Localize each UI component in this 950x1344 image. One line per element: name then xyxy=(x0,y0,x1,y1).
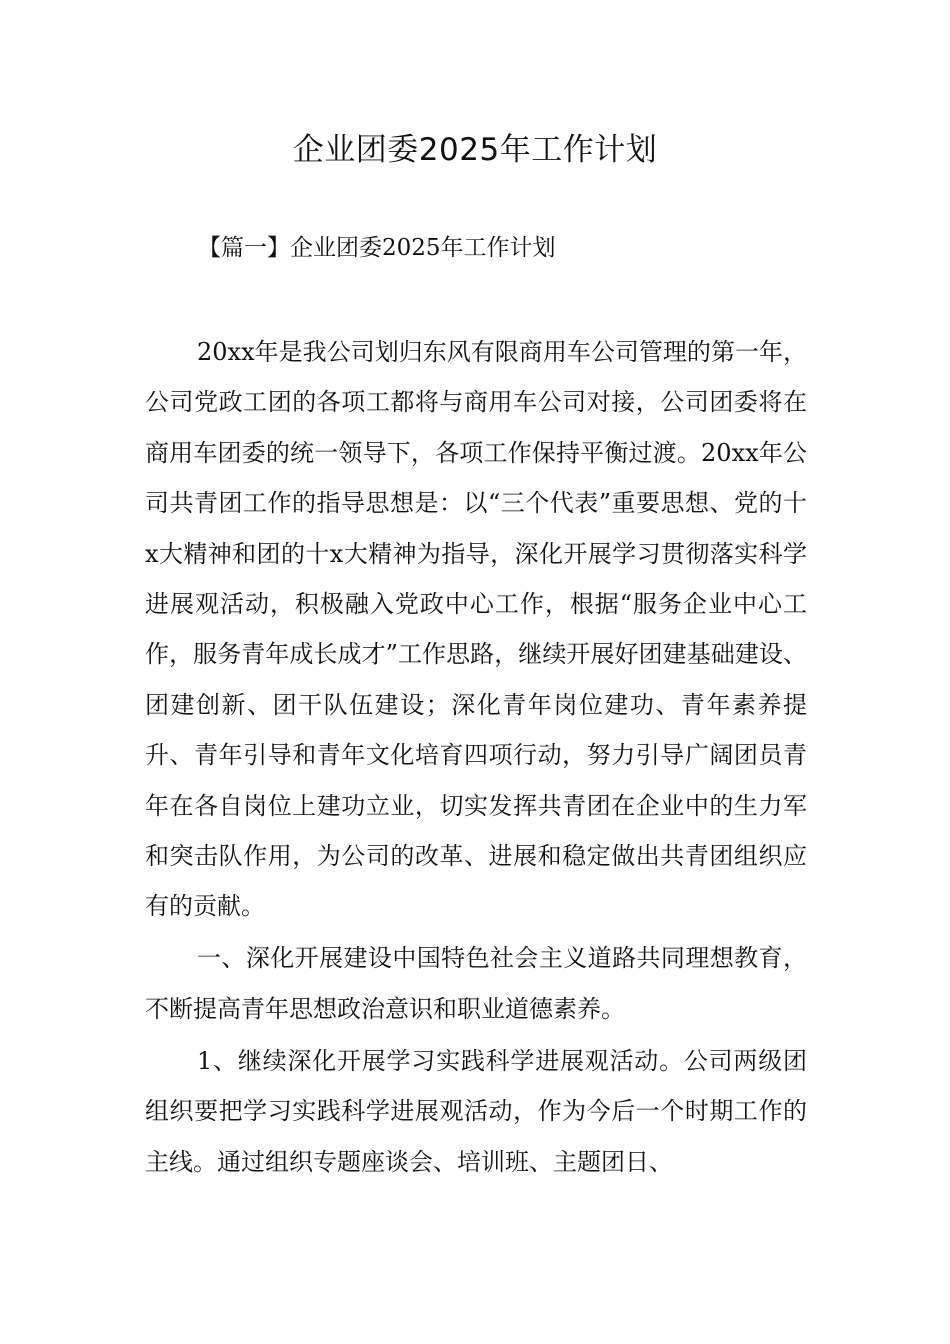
document-title: 企业团委2025年工作计划 xyxy=(292,132,658,168)
paragraph-intro: 20xx年是我公司划归东风有限商用车公司管理的第一年，公司党政工团的各项工都将与商用车公司对接，公司团委将在商用车团委的统一领导下，各项工作保持平衡过渡。20xx年公司共青团工作的指导思想是：以“三个代表”重要思想、党的十x大精神和团的十x大精神为指导，深化开展学习贯彻落实科学进展观活动，积极融入党政中心工作，根据“服务企业中心工作，服务青年成长成才”工作思路，继续开展好团建基础建设、团建创新、团干队伍建设；深化青年岗位建功、青年素养提升、青年引导和青年文化培育四项行动，努力引导广阔团员青年在各自岗位上建功立业，切实发挥共青团在企业中的生力军和突击队作用，为公司的改革、进展和稳定做出共青团组织应有的贡献。 xyxy=(145,338,807,921)
document-body xyxy=(145,327,807,1187)
paragraph-section-one: 一、深化开展建设中国特色社会主义道路共同理想教育，不断提高青年思想政治意识和职业道德素养。 xyxy=(145,944,807,1023)
paragraph-item-one: 1、继续深化开展学习实践科学进展观活动。公司两级团组织要把学习实践科学进展观活动，作为今后一个时期工作的主线。通过组织专题座谈会、培训班、主题团日、 xyxy=(145,1046,807,1176)
section-heading: 【篇一】企业团委2025年工作计划 xyxy=(198,235,556,261)
